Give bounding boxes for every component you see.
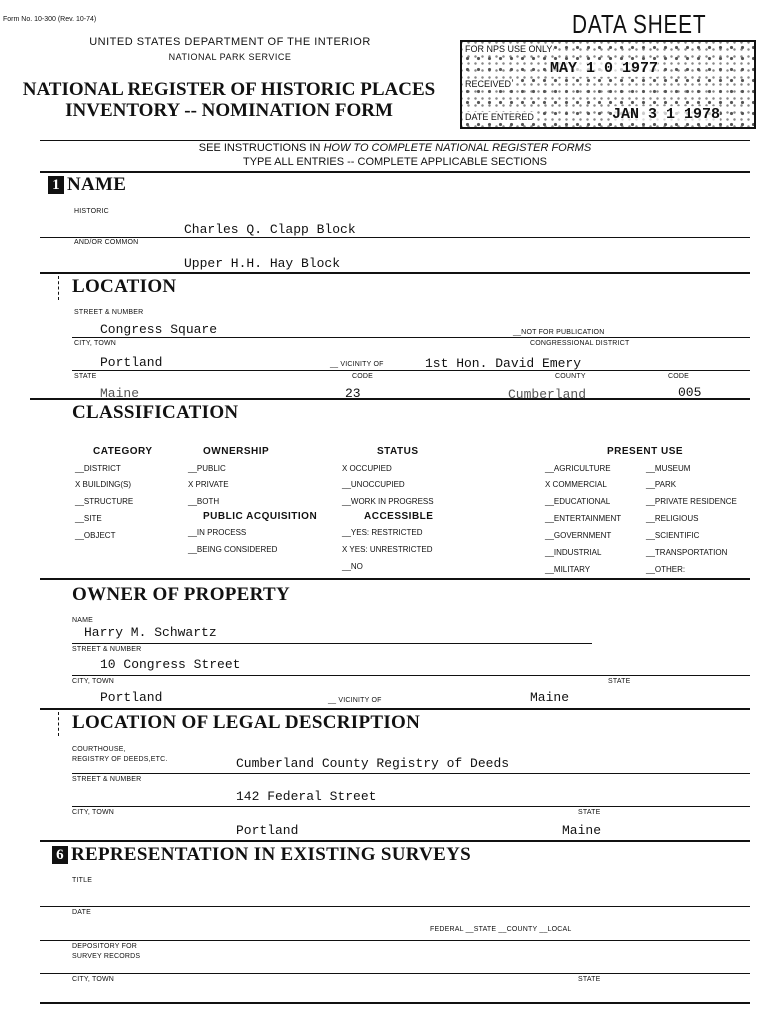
not-for-publication-label: __NOT FOR PUBLICATION	[513, 329, 605, 336]
survey-levels: FEDERAL __STATE __COUNTY __LOCAL	[430, 926, 572, 933]
instructions-line2: TYPE ALL ENTRIES -- COMPLETE APPLICABLE SECTIONS	[242, 156, 547, 168]
owner-street-label: STREET & NUMBER	[72, 646, 142, 653]
date-entered-label: DATE ENTERED	[465, 112, 534, 122]
code-label: CODE	[352, 373, 374, 380]
category-column	[75, 443, 153, 544]
legal-street-label: STREET & NUMBER	[72, 776, 142, 783]
use-government: __GOVERNMENT	[545, 531, 612, 540]
county-code-value: 005	[678, 385, 702, 400]
received-date: MAY 1 0 1977	[550, 60, 659, 77]
present-use-heading: PRESENT USE	[607, 446, 684, 457]
data-sheet-label: DATA SHEET	[572, 9, 707, 39]
state-code-value: 23	[345, 386, 361, 401]
survey-title-label: TITLE	[72, 877, 93, 884]
historic-label: HISTORIC	[74, 208, 109, 215]
legal-state-value: Maine	[562, 823, 602, 838]
county-value: Cumberland	[508, 387, 587, 402]
status-occupied: X OCCUPIED	[342, 464, 392, 473]
ownership-heading: OWNERSHIP	[203, 446, 270, 457]
legal-state-label: STATE	[578, 809, 601, 816]
use-industrial: __INDUSTRIAL	[545, 548, 602, 557]
county-code-label: CODE	[668, 373, 690, 380]
survey-state-label: STATE	[578, 976, 601, 983]
state-label: STATE	[74, 373, 97, 380]
accessible-heading: ACCESSIBLE	[364, 511, 434, 522]
use-scientific: __SCIENTIFIC	[646, 531, 700, 540]
received-label: RECEIVED	[465, 79, 512, 89]
legal-street-value: 142 Federal Street	[236, 789, 377, 804]
instructions-line1: SEE INSTRUCTIONS IN HOW TO COMPLETE NATIONAL REGISTER FORMS	[198, 142, 592, 154]
ownership-public: __PUBLIC	[188, 464, 226, 473]
city-value: Portland	[100, 355, 163, 370]
accessible-no: __NO	[342, 562, 363, 571]
city-town-label: CITY, TOWN	[74, 340, 117, 347]
use-park: __PARK	[646, 480, 677, 489]
county-label: COUNTY	[555, 373, 586, 380]
registry-label: REGISTRY OF DEEDS,ETC.	[72, 756, 168, 763]
section-surveys-heading: 6 REPRESENTATION IN EXISTING SURVEYS	[52, 844, 471, 866]
state-value: Maine	[100, 386, 140, 401]
owner-name-label: NAME	[72, 617, 94, 624]
date-entered-value: JAN 3 1 1978	[612, 106, 721, 123]
present-use-column-right	[646, 443, 737, 578]
congressional-district-label: CONGRESSIONAL DISTRICT	[530, 340, 630, 347]
use-commercial: X COMMERCIAL	[545, 480, 607, 489]
owner-name-value: Harry M. Schwartz	[84, 625, 217, 640]
street-value: Congress Square	[100, 322, 218, 337]
form-title: NATIONAL REGISTER OF HISTORIC PLACES	[22, 79, 436, 100]
category-structure: __STRUCTURE	[75, 497, 134, 506]
for-nps-label: FOR NPS USE ONLY	[465, 44, 553, 54]
category-heading: CATEGORY	[93, 446, 153, 457]
use-transportation: __TRANSPORTATION	[646, 548, 728, 557]
category-site: __SITE	[75, 514, 102, 523]
category-building: X BUILDING(S)	[75, 480, 132, 489]
congressional-district-value: 1st Hon. David Emery	[425, 356, 582, 371]
accessible-restricted: __YES: RESTRICTED	[342, 528, 423, 537]
owner-state-value: Maine	[530, 690, 570, 705]
ownership-private: X PRIVATE	[188, 480, 229, 489]
ownership-both: __BOTH	[188, 497, 220, 506]
acquisition-being-considered: __BEING CONSIDERED	[188, 545, 278, 554]
status-unoccupied: __UNOCCUPIED	[342, 480, 405, 489]
owner-city-value: Portland	[100, 690, 163, 705]
nps-use-stamp	[460, 40, 756, 129]
ownership-column	[188, 443, 317, 558]
category-district: __DISTRICT	[75, 464, 121, 473]
instructions-reference: HOW TO COMPLETE NATIONAL REGISTER FORMS	[323, 142, 592, 154]
use-private-residence: __PRIVATE RESIDENCE	[646, 497, 737, 506]
accessible-unrestricted: X YES: UNRESTRICTED	[342, 545, 433, 554]
section-classification-heading: CLASSIFICATION	[72, 402, 239, 423]
section-legal-heading: LOCATION OF LEGAL DESCRIPTION	[72, 712, 421, 733]
use-educational: __EDUCATIONAL	[545, 497, 611, 506]
common-name-label: AND/OR COMMON	[74, 239, 139, 246]
status-column	[342, 443, 434, 575]
survey-date-label: DATE	[72, 909, 91, 916]
status-work-in-progress: __WORK IN PROGRESS	[342, 497, 434, 506]
courthouse-label: COURTHOUSE,	[72, 746, 126, 753]
section-name-heading: 1 NAME	[48, 174, 126, 196]
historic-name-value: Charles Q. Clapp Block	[184, 222, 356, 237]
use-military: __MILITARY	[545, 565, 591, 574]
street-number-label: STREET & NUMBER	[74, 309, 144, 316]
category-object: __OBJECT	[75, 531, 116, 540]
section-location-heading: LOCATION	[72, 276, 177, 297]
survey-city-label: CITY, TOWN	[72, 976, 115, 983]
section-number-1: 1	[48, 176, 64, 194]
service-name: NATIONAL PARK SERVICE	[168, 52, 292, 62]
depository-label: DEPOSITORY FOR	[72, 943, 138, 950]
public-acquisition-heading: PUBLIC ACQUISITION	[203, 511, 318, 522]
status-heading: STATUS	[377, 446, 419, 457]
use-other: __OTHER:	[646, 565, 686, 574]
survey-records-label: SURVEY RECORDS	[72, 953, 141, 960]
owner-street-value: 10 Congress Street	[100, 657, 241, 672]
owner-city-label: CITY, TOWN	[72, 678, 115, 685]
form-number: Form No. 10-300 (Rev. 10-74)	[3, 16, 97, 23]
vicinity-label: __ VICINITY OF	[330, 361, 384, 368]
acquisition-in-process: __IN PROCESS	[188, 528, 247, 537]
form-subtitle: INVENTORY -- NOMINATION FORM	[65, 100, 393, 121]
courthouse-value: Cumberland County Registry of Deeds	[236, 756, 510, 771]
use-religious: __RELIGIOUS	[646, 514, 699, 523]
owner-state-label: STATE	[608, 678, 631, 685]
owner-vicinity-label: __ VICINITY OF	[328, 697, 382, 704]
section-owner-heading: OWNER OF PROPERTY	[72, 584, 291, 605]
section-number-6: 6	[52, 846, 68, 864]
use-agriculture: __AGRICULTURE	[545, 464, 611, 473]
department-name: UNITED STATES DEPARTMENT OF THE INTERIOR	[89, 36, 371, 48]
legal-city-label: CITY, TOWN	[72, 809, 115, 816]
use-museum: __MUSEUM	[646, 464, 691, 473]
common-name-value: Upper H.H. Hay Block	[184, 256, 341, 271]
legal-city-value: Portland	[236, 823, 299, 838]
use-entertainment: __ENTERTAINMENT	[545, 514, 622, 523]
